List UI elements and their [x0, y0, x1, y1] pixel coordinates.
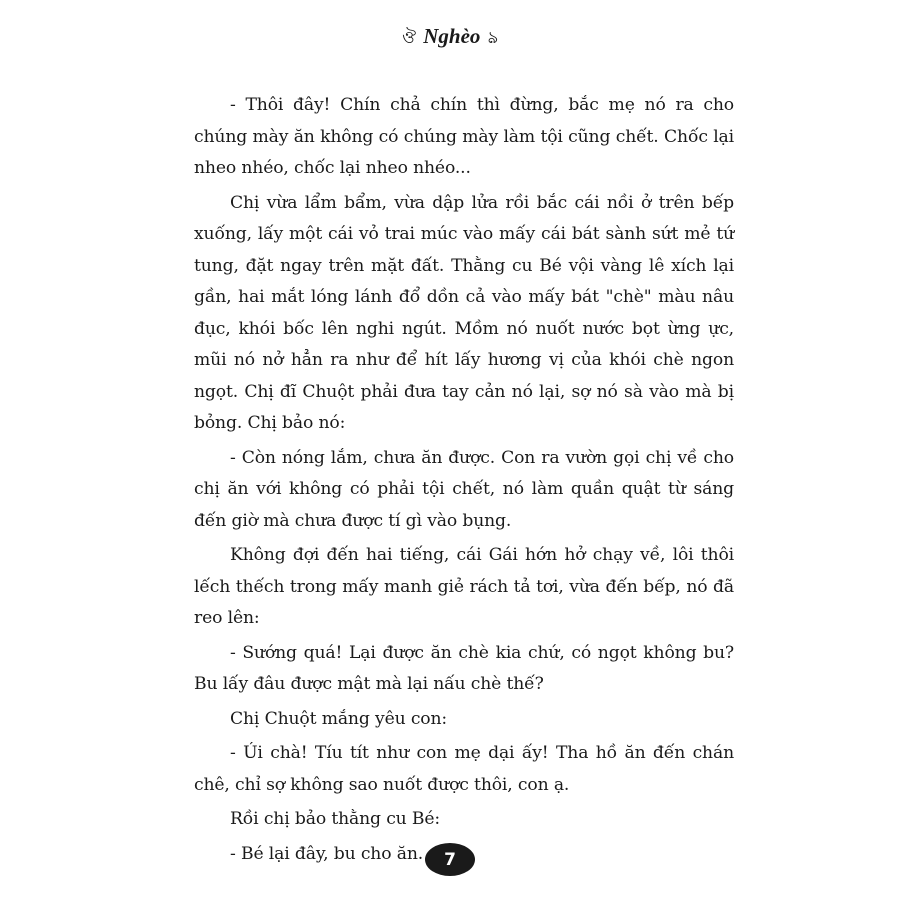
paragraph: - Bé lại đây, bu cho ăn.: [230, 843, 424, 864]
paragraph: Không đợi đến hai tiếng, cái Gái hớn hở chạy về, lôi thôi lếch thếch trong mấy manh giẻ rách tả tơi, vừa đến bếp, nó đã reo lên:: [194, 545, 734, 628]
page-number-badge: [425, 843, 475, 876]
paragraph: - Sướng quá! Lại được ăn chè kia chứ, có ngọt không bu? Bu lấy đâu được mật mà lại nấu chè thế?: [194, 642, 734, 694]
paragraph: - Thôi đây! Chín chả chín thì đừng, bắc mẹ nó ra cho chúng mày ăn không có chúng mày làm tội cũng chết. Chốc lại nheo nhéo, chốc lại nheo nhéo...: [194, 95, 734, 178]
paragraph: Rồi chị bảo thằng cu Bé:: [230, 809, 441, 829]
paragraph: - Úi chà! Tíu tít như con mẹ dại ấy! Tha hồ ăn đến chán chê, chỉ sợ không sao nuốt được thôi, con ạ.: [194, 743, 734, 795]
paragraph: - Còn nóng lắm, chưa ăn được. Con ra vườn gọi chị về cho chị ăn với không có phải tội chết, nó làm quần quật từ sáng đến giờ mà chưa được tí gì vào bụng.: [194, 447, 734, 531]
running-header: [0, 22, 900, 52]
right-ornament-icon: ঌ: [487, 28, 498, 48]
page-number: 7: [444, 849, 456, 870]
paragraph: Chị Chuột mắng yêu con:: [230, 708, 448, 729]
page-body: [194, 90, 734, 873]
paragraph: Chị vừa lẩm bẩm, vừa dập lửa rồi bắc cái nồi ở trên bếp xuống, lấy một cái vỏ trai múc vào mấy cái bát sành sứt mẻ tứ tung, đặt ngay trên mặt đất. Thằng cu Bé vội vàng lê xích lại gần, hai mắt lóng lánh đổ dồn cả vào mấy bát "chè" màu nâu đục, khói bốc lên nghi ngút. Mồm nó nuốt nước bọt ừng ực, mũi nó nở hẳn ra như để hít lấy hương vị của khói chè ngon ngọt. Chị đĩ Chuột phải đưa tay cản nó lại, sợ nó sà vào mà bị bỏng. Chị bảo nó:: [194, 192, 734, 433]
chapter-title: Nghèo: [423, 24, 481, 48]
left-ornament-icon: ঔ: [402, 28, 417, 48]
